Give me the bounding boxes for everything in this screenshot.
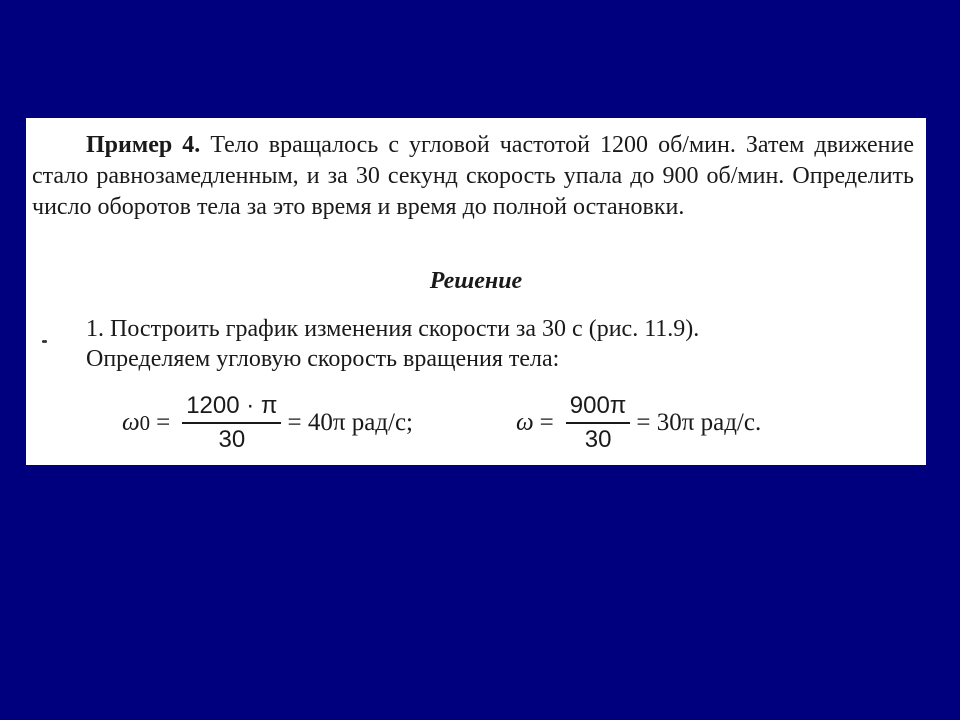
formula-1-numerator: 1200 · π <box>186 392 278 419</box>
scan-speck <box>44 340 47 343</box>
step-1-line-2: Определяем угловую скорость вращения тела: <box>86 346 560 372</box>
formula-2-numerator: 900π <box>569 392 627 419</box>
formula-2-equals: = <box>539 409 554 436</box>
formula-2-denominator: 30 <box>584 426 612 453</box>
formula-2-fraction <box>566 392 631 454</box>
problem-lead: Пример 4. <box>86 132 201 158</box>
formula-omega <box>516 390 761 456</box>
step-1-line-1: 1. Построить график изменения скорости за 30 с (рис. 11.9). <box>86 316 700 342</box>
formula-2-symbol: ω <box>516 409 534 436</box>
formula-2-result: = 30π рад/с. <box>636 409 762 436</box>
solution-step-1 <box>86 314 906 374</box>
solution-heading: Решение <box>429 268 523 294</box>
formula-1-denominator: 30 <box>218 426 246 453</box>
formula-1-equals: = <box>156 409 171 436</box>
problem-statement <box>32 130 914 223</box>
formula-1-fraction <box>182 392 281 454</box>
formula-1-symbol: ω <box>122 409 140 436</box>
formula-omega-0 <box>122 390 413 456</box>
content-panel <box>26 118 926 465</box>
formula-1-subscript: 0 <box>139 410 151 435</box>
problem-text: Тело вращалось с угловой частотой 1200 об/мин. Затем движение стало равнозамедленным, и за 30 секунд скорость упала до 900 об/мин. Определить число оборотов тела за это время и время до полной остановки. <box>32 132 914 220</box>
formula-1-result: = 40π рад/с; <box>287 409 413 436</box>
